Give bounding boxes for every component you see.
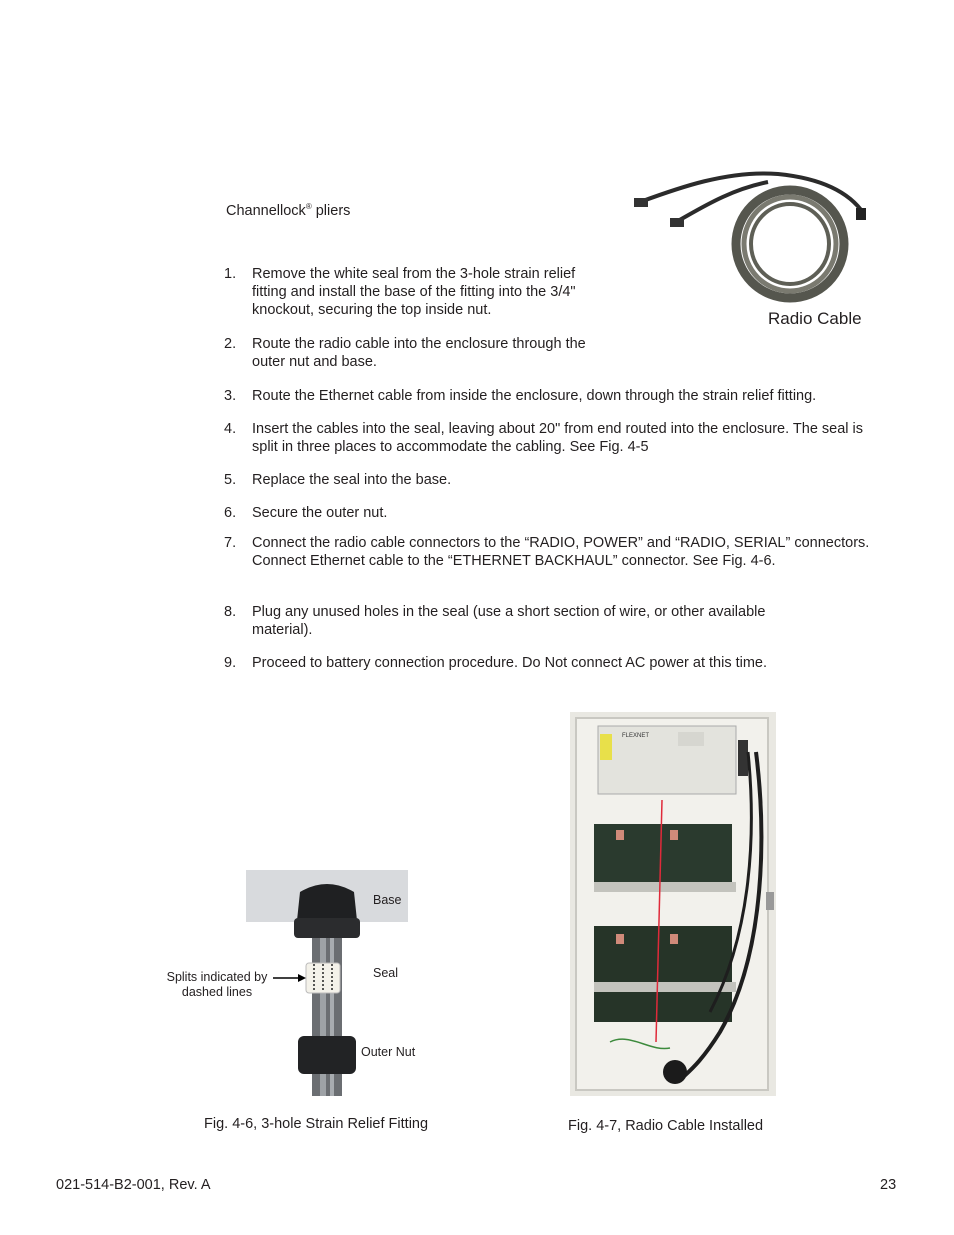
- enclosure-image: [570, 712, 776, 1096]
- step-number: 1.: [224, 266, 237, 282]
- strain-relief-fitting: [663, 1060, 687, 1084]
- step-number: 4.: [224, 421, 237, 437]
- tool-suffix: pliers: [311, 202, 351, 219]
- page-number: 23: [880, 1177, 897, 1193]
- document-id: 021-514-B2-001, Rev. A: [56, 1177, 211, 1193]
- step-number: 6.: [224, 505, 237, 521]
- fig-4-7-caption: Fig. 4-7, Radio Cable Installed: [568, 1118, 764, 1134]
- outer-nut-label: Outer Nut: [361, 1045, 416, 1059]
- step-text: Plug any unused holes in the seal (use a short section of wire, or other available material).: [252, 604, 766, 638]
- step-text: Insert the cables into the seal, leaving about 20" from end routed into the enclosure. The seal is split in three places to accommodate the cabling. See Fig. 4-5: [252, 421, 864, 455]
- step-number: 5.: [224, 472, 237, 488]
- flexnet-base-station: [598, 726, 736, 794]
- step-text: Proceed to battery connection procedure. Do Not connect AC power at this time.: [252, 655, 768, 671]
- battery-row-1: [594, 824, 732, 890]
- step-number: 7.: [224, 535, 237, 551]
- step-text: Connect the radio cable connectors to the “RADIO, POWER” and “RADIO, SERIAL” connectors. Connect Ethernet cable to the “ETHERNET BACKHAUL” connector. See Fig. 4-6.: [252, 535, 870, 569]
- device-label: FLEXNET: [622, 733, 650, 739]
- tool-line: [226, 202, 350, 219]
- step-text: Replace the seal into the base.: [252, 472, 452, 488]
- connector-2: [670, 218, 684, 227]
- radio-cable-image: [628, 160, 878, 305]
- step-number: 2.: [224, 336, 237, 352]
- splits-label-line2: dashed lines: [181, 985, 253, 999]
- step-number: 8.: [224, 604, 237, 620]
- fig-4-6-caption: Fig. 4-6, 3-hole Strain Relief Fitting: [204, 1116, 429, 1132]
- splits-label-line1: Splits indicated by: [166, 970, 268, 984]
- connector-1: [634, 198, 648, 207]
- seal-label: Seal: [373, 966, 399, 980]
- tool-name: Channellock: [226, 202, 306, 219]
- step-text: Route the Ethernet cable from inside the enclosure, down through the strain relief fitting.: [252, 388, 817, 404]
- registered-mark: ®: [305, 202, 312, 211]
- step-number: 3.: [224, 388, 237, 404]
- splits-label: [162, 970, 272, 1000]
- step-text: Route the radio cable into the enclosure through the outer nut and base.: [252, 336, 586, 370]
- base-label: Base: [373, 893, 402, 907]
- step-number: 9.: [224, 655, 237, 671]
- step-text: Secure the outer nut.: [252, 505, 388, 521]
- step-text: Remove the white seal from the 3-hole strain relief fitting and install the base of the fitting into the 3/4" knockout, securing the top inside nut.: [252, 266, 576, 318]
- connector-3: [856, 208, 866, 220]
- radio-cable-label: Radio Cable: [768, 309, 862, 328]
